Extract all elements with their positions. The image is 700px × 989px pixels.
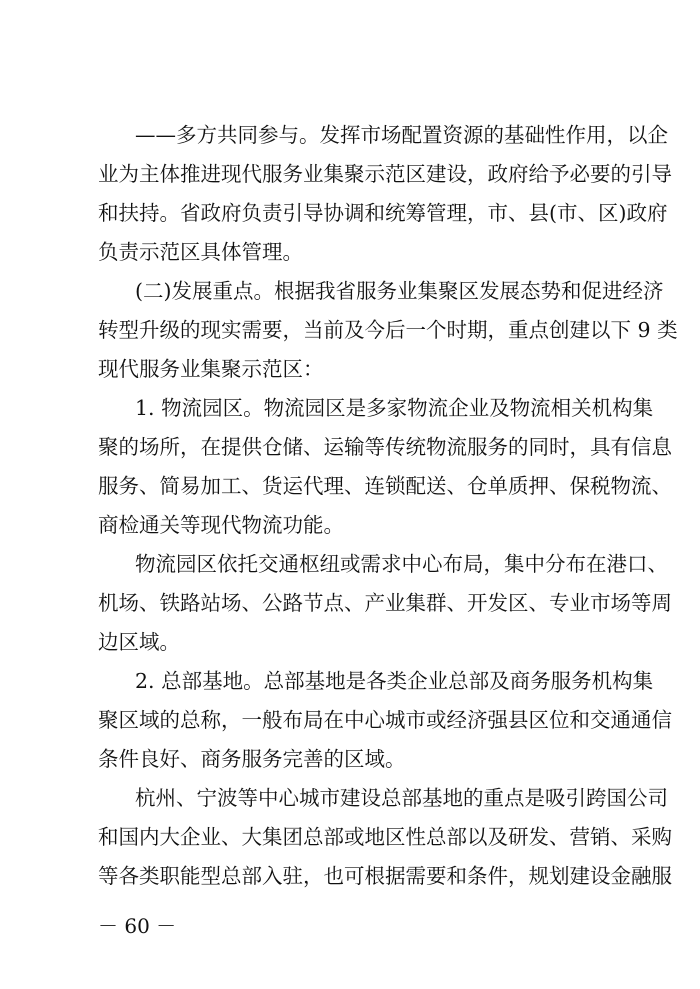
text-line: 2. 总部基地。总部基地是各类企业总部及商务服务机构集 [135,669,654,693]
text-line: (二)发展重点。根据我省服务业集聚区发展态势和促进经济 [135,279,664,303]
text-line: 物流园区依托交通枢纽或需求中心布局，集中分布在港口、 [135,552,668,576]
text-line: 负责示范区具体管理。 [98,240,303,264]
text-line: 现代服务业集聚示范区： [98,357,324,381]
text-line: 转型升级的现实需要，当前及今后一个时期，重点创建以下 9 类 [98,318,678,342]
text-line: 业为主体推进现代服务业集聚示范区建设，政府给予必要的引导 [98,162,672,186]
text-line: 杭州、宁波等中心城市建设总部基地的重点是吸引跨国公司 [135,786,668,810]
page-number: － 60 － [98,914,177,938]
text-line: 和国内大企业、大集团总部或地区性总部以及研发、营销、采购 [98,825,672,849]
text-line: 等各类职能型总部入驻，也可根据需要和条件，规划建设金融服 [98,864,672,888]
text-line: 和扶持。省政府负责引导协调和统筹管理，市、县(市、区)政府 [98,201,668,225]
text-line: 服务、简易加工、货运代理、连锁配送、仓单质押、保税物流、 [98,474,672,498]
text-line: 边区域。 [98,630,180,654]
text-line: 商检通关等现代物流功能。 [98,513,344,537]
text-line: 聚区域的总称，一般布局在中心城市或经济强县区位和交通通信 [98,708,672,732]
text-line: 条件良好、商务服务完善的区域。 [98,747,406,771]
text-line: ——多方共同参与。发挥市场配置资源的基础性作用，以企 [135,123,668,147]
text-line: 聚的场所，在提供仓储、运输等传统物流服务的同时，具有信息 [98,435,672,459]
text-line: 1. 物流园区。物流园区是多家物流企业及物流相关机构集 [135,396,654,420]
text-line: 机场、铁路站场、公路节点、产业集群、开发区、专业市场等周 [98,591,672,615]
